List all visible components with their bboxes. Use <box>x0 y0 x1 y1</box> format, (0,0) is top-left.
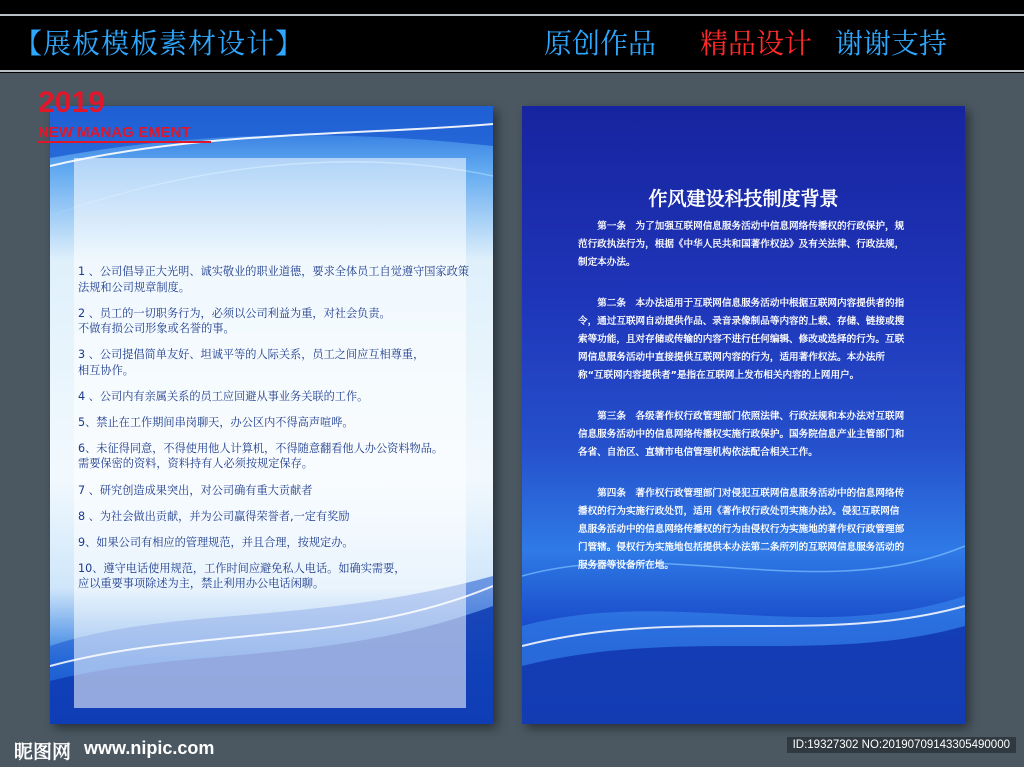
banner-quality: 精品设计 <box>700 27 813 60</box>
rule-item: 10、遵守电话使用规范，工作时间应避免私人电话。如确实需要， 应以重要事项除述为主，禁止利用办公电话闲聊。 <box>78 561 406 591</box>
banner-original: 原创作品 <box>544 27 657 60</box>
site-logo: 昵图网 <box>14 741 72 763</box>
top-banner <box>0 0 1024 73</box>
article-paragraph: 第四条 著作权行政管理部门对侵犯互联网信息服务活动中的信息网络传播权的行为实施行政处罚，适用《著作权行政处罚实施办法》。侵犯互联网信息服务活动中的信息网络传播权的行为由侵权行为实施地的著作权行政管理部门管辖。侵权行为实施地包括提供本办法第二条所列的互联网信息服务活动的服务器等设备所在地。 <box>578 488 905 571</box>
rules-list <box>78 264 478 602</box>
banner-top-rule <box>0 14 1024 16</box>
banner-bottom-rule <box>0 70 1024 72</box>
banner-thanks: 谢谢支持 <box>835 27 948 60</box>
subtitle-underline <box>38 141 211 143</box>
right-board <box>522 106 965 724</box>
image-id-label: ID:19327302 NO:20190709143305490000 <box>787 737 1016 753</box>
rule-item: 7 、研究创造成果突出，对公司确有重大贡献者 <box>78 483 313 497</box>
rule-item: 6、未征得同意，不得使用他人计算机，不得随意翻看他人办公资料物品。 需要保密的资料，资料持有人必须按规定保存。 <box>78 441 444 471</box>
banner-title: 【展板模板素材设计】 <box>14 27 305 60</box>
rule-item: 9、如果公司有相应的管理规范，并且合理，按规定办。 <box>78 535 354 549</box>
rule-item: 3 、公司提倡简单友好、坦诚平等的人际关系，员工之间应互相尊重， 相互协作。 <box>78 348 425 377</box>
article-paragraph: 第三条 各级著作权行政管理部门依照法律、行政法规和本办法对互联网信息服务活动中的信息网络传播权实施行政保护。国务院信息产业主管部门和各省、自治区、直辖市电信管理机构依法配合相关工作。 <box>578 411 905 458</box>
right-title: 作风建设科技制度背景 <box>648 188 839 210</box>
rule-item: 2 、员工的一切职务行为，必须以公司利益为重，对社会负责。 不做有损公司形象或名誉的事。 <box>78 306 391 336</box>
rule-item: 1 、公司倡导正大光明、诚实敬业的职业道德，要求全体员工自觉遵守国家政策 法规和公司规章制度。 <box>78 265 470 294</box>
site-url: www.nipic.com <box>84 738 215 758</box>
year-heading: 2019 <box>38 86 105 119</box>
rule-item: 8 、为社会做出贡献，并为公司赢得荣誉者,一定有奖励 <box>78 509 350 523</box>
rule-item: 4 、公司内有亲属关系的员工应回避从事业务关联的工作。 <box>78 389 369 403</box>
rule-item: 5、禁止在工作期间串岗聊天，办公区内不得高声喧哗。 <box>78 415 354 429</box>
article-paragraph: 第二条 本办法适用于互联网信息服务活动中根据互联网内容提供者的指令，通过互联网自动提供作品、录音录像制品等内容的上载、存储、链接或搜索等功能，且对存储或传输的内容不进行任何编辑、修改或选择的行为。互联网信息服务活动中直接提供互联网内容的行为，适用著作权法。本办法所称“互联网内容提供者”是指在互联网上发布相关内容的上网用户。 <box>578 298 905 381</box>
article-paragraph: 第一条 为了加强互联网信息服务活动中信息网络传播权的行政保护，规范行政执法行为，根据《中华人民共和国著作权法》及有关法律、行政法规，制定本办法。 <box>578 221 905 268</box>
management-subtitle: NEW MANAG EMENT <box>38 124 191 141</box>
regulation-text <box>578 218 908 598</box>
